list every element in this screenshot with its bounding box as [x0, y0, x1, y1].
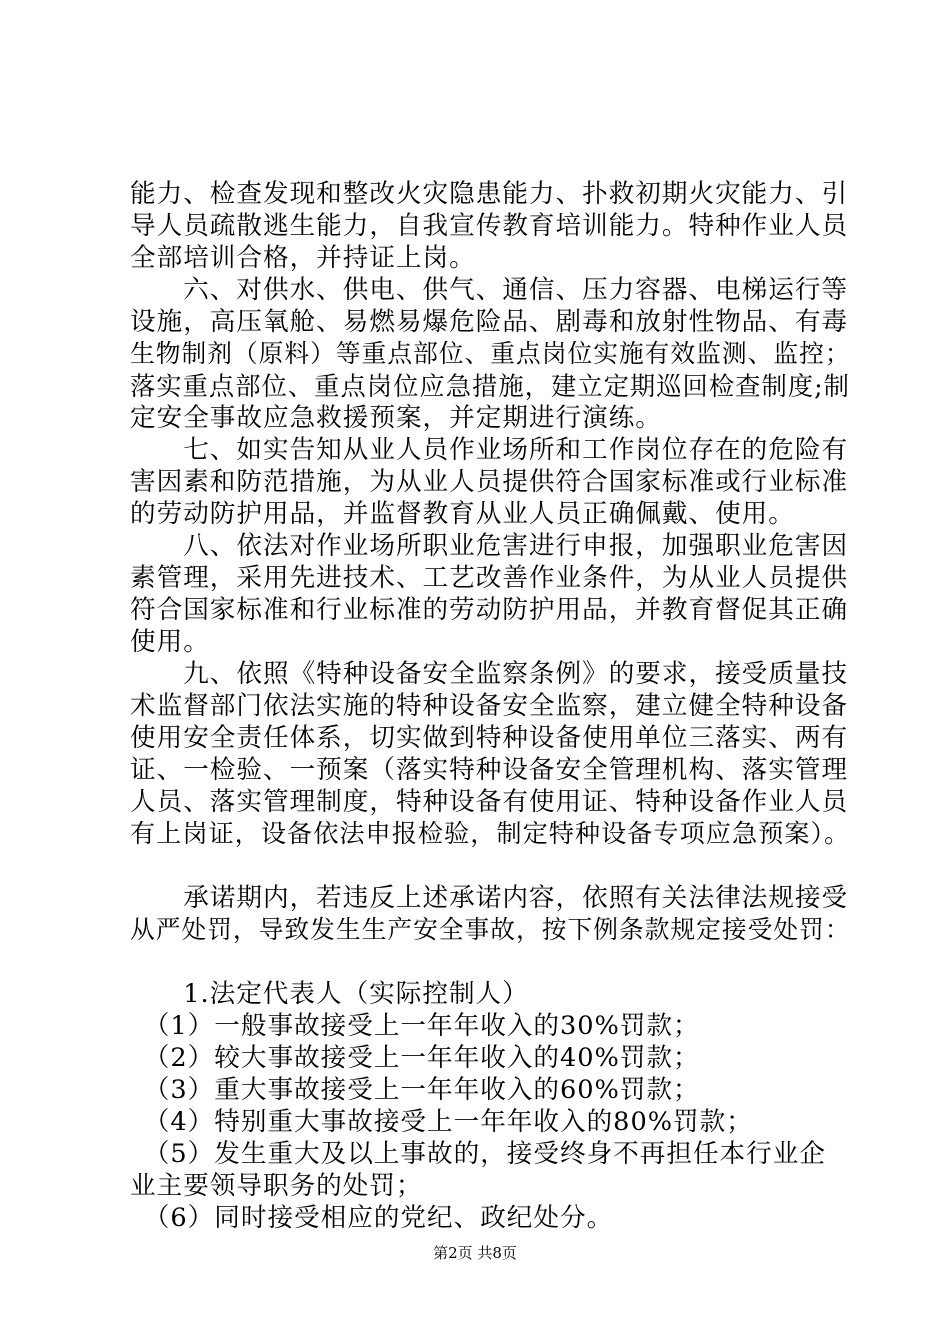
- body-line: 生物制剂（原料）等重点部位、重点岗位实施有效监测、监控；: [130, 339, 851, 368]
- body-line: （6）同时接受相应的党纪、政纪处分。: [130, 1203, 614, 1233]
- body-line: 符合国家标准和行业标准的劳动防护用品，并教育督促其正确: [130, 595, 849, 625]
- body-line: （3）重大事故接受上一年年收入的60%罚款；: [130, 1075, 700, 1105]
- body-line: 的劳动防护用品，并监督教育从业人员正确佩戴、使用。: [130, 499, 795, 529]
- body-line: 业主要领导职务的处罚；: [130, 1171, 423, 1201]
- body-line: 人员、落实管理制度，特种设备有使用证、特种设备作业人员: [130, 787, 849, 817]
- body-line: 导人员疏散逃生能力，自我宣传教育培训能力。特种作业人员: [130, 211, 849, 241]
- body-line: 使用安全责任体系，切实做到特种设备使用单位三落实、两有: [130, 723, 849, 753]
- body-line: 术监督部门依法实施的特种设备安全监察，建立健全特种设备: [130, 691, 849, 721]
- body-line: 九、依照《特种设备安全监察条例》的要求，接受质量技: [130, 659, 849, 689]
- page-number-footer: 第2页 共8页: [433, 1244, 517, 1262]
- body-line: 能力、检查发现和整改火灾隐患能力、扑救初期火灾能力、引: [130, 179, 849, 209]
- body-line: 承诺期内，若违反上述承诺内容，依照有关法律法规接受: [130, 883, 849, 913]
- body-line: （5）发生重大及以上事故的，接受终身不再担任本行业企: [130, 1139, 826, 1169]
- body-line: 证、一检验、一预案（落实特种设备安全管理机构、落实管理: [130, 755, 849, 785]
- body-line: 素管理，采用先进技术、工艺改善作业条件，为从业人员提供: [130, 563, 849, 593]
- body-line: 害因素和防范措施，为从业人员提供符合国家标准或行业标准: [130, 467, 849, 497]
- body-line: （4）特别重大事故接受上一年年收入的80%罚款；: [130, 1107, 753, 1137]
- body-line: 从严处罚，导致发生生产安全事故，按下例条款规定接受处罚：: [130, 915, 851, 944]
- body-line: 七、如实告知从业人员作业场所和工作岗位存在的危险有: [130, 435, 849, 465]
- body-line: 设施，高压氧舱、易燃易爆危险品、剧毒和放射性物品、有毒: [130, 307, 849, 337]
- body-line: 定安全事故应急救援预案，并定期进行演练。: [130, 403, 662, 433]
- body-line: 六、对供水、供电、供气、通信、压力容器、电梯运行等: [130, 275, 849, 305]
- body-line: 八、依法对作业场所职业危害进行申报，加强职业危害因: [130, 531, 849, 561]
- body-line: 1.法定代表人（实际控制人）: [130, 979, 529, 1009]
- body-line: （2）较大事故接受上一年年收入的40%罚款；: [130, 1043, 700, 1073]
- body-line: （1）一般事故接受上一年年收入的30%罚款；: [130, 1011, 700, 1041]
- body-line: 全部培训合格，并持证上岗。: [130, 243, 476, 273]
- body-line: 落实重点部位、重点岗位应急措施，建立定期巡回检查制度;制: [130, 371, 850, 401]
- body-line: 有上岗证，设备依法申报检验，制定特种设备专项应急预案）。: [130, 819, 851, 848]
- body-line: 使用。: [130, 627, 210, 657]
